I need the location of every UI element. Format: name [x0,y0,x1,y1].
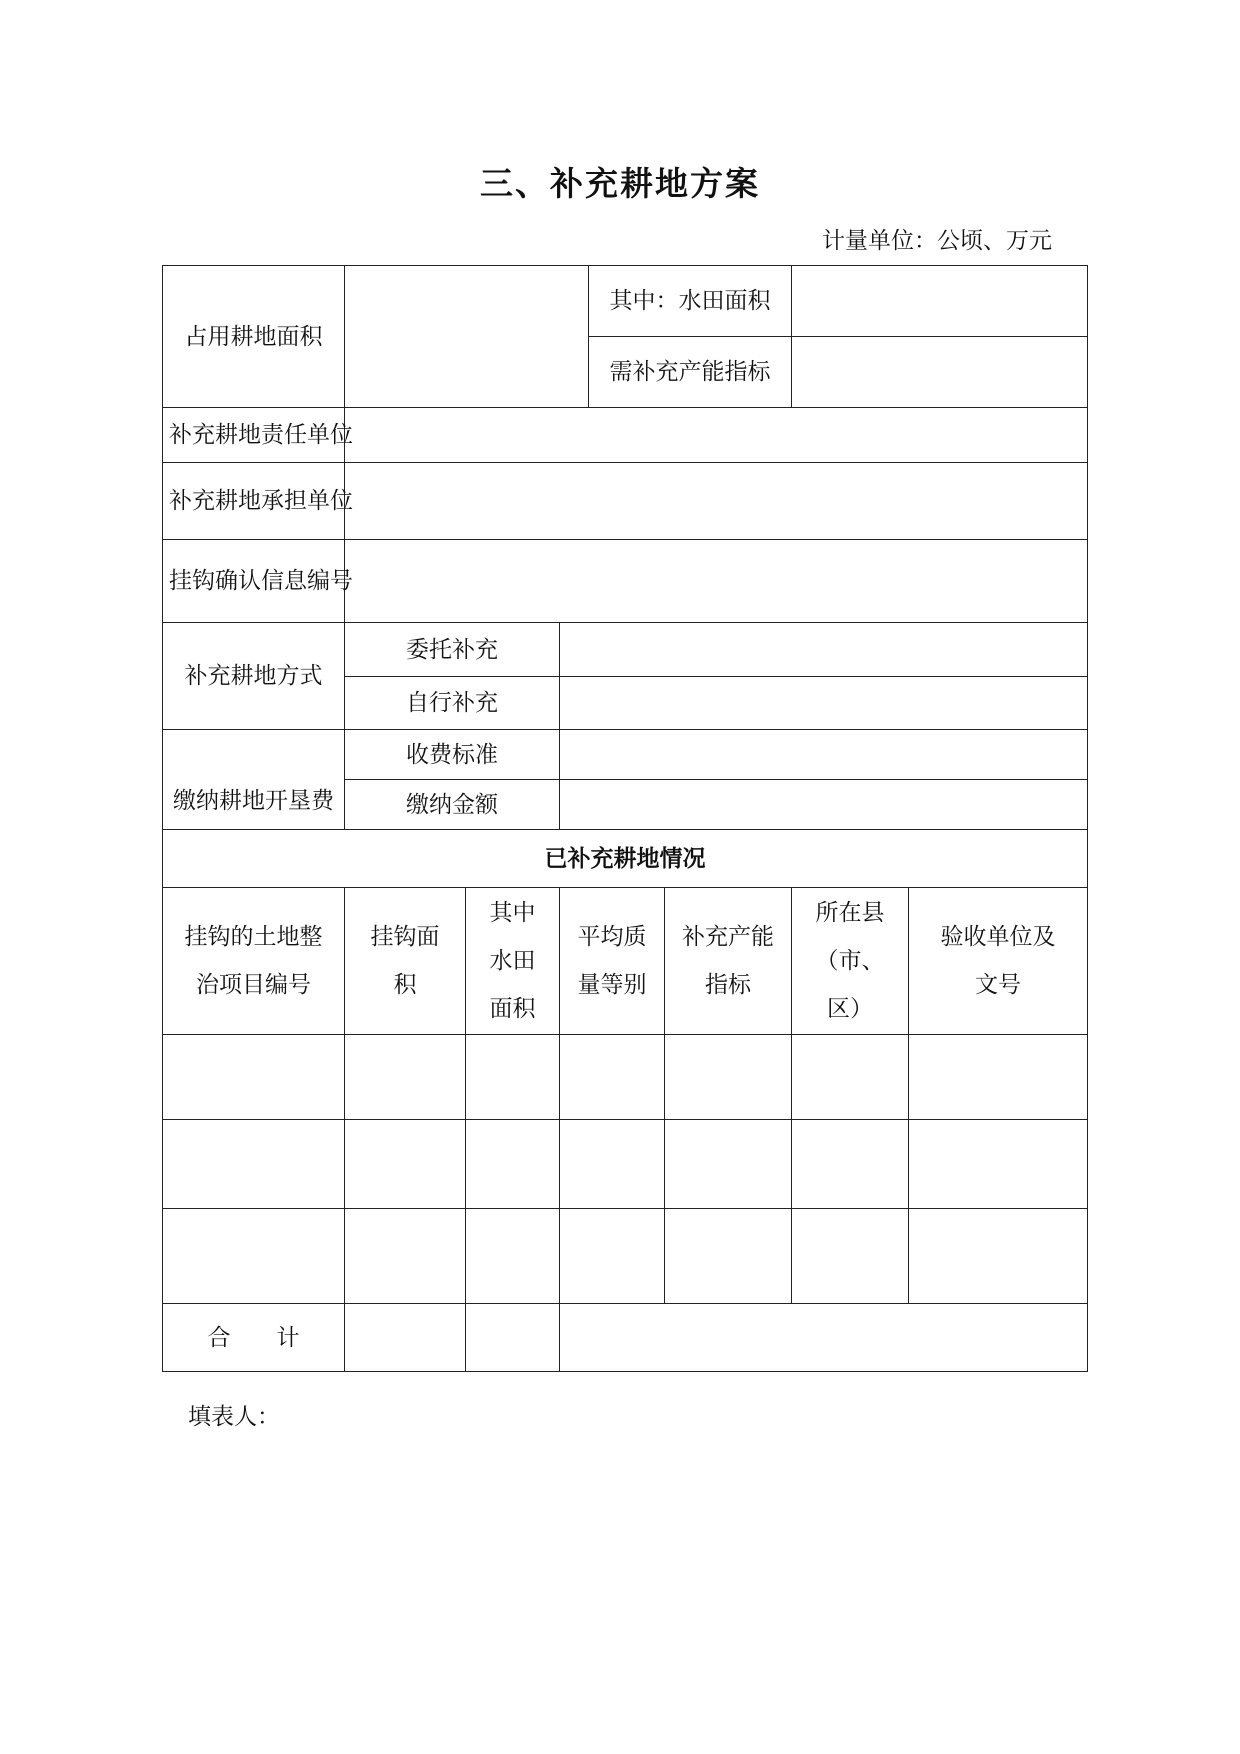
total-link-area[interactable] [345,1304,466,1372]
header-line: 补充产能 [682,924,774,950]
header-line: 治项目编号 [196,972,311,998]
header-line: 文号 [975,972,1021,998]
fee-amount-value[interactable] [560,780,1088,830]
table-cell[interactable] [909,1209,1088,1304]
capacity-needed-value[interactable] [792,337,1088,408]
table-cell[interactable] [345,1209,466,1304]
label-reclamation-fee: 缴纳耕地开垦费 [163,730,345,830]
header-line: 区） [827,996,873,1022]
header-line: 验收单位及 [940,924,1056,950]
table-cell[interactable] [792,1035,909,1120]
label-paddy-area: 其中：水田面积 [589,266,792,337]
label-occupied-area: 占用耕地面积 [163,266,345,408]
header-line: 其中 [489,900,536,926]
page-title: 三、补充耕地方案 [480,164,760,203]
table-cell[interactable] [665,1035,792,1120]
header-line: 挂钩的土地整 [184,924,323,950]
table-cell[interactable] [665,1209,792,1304]
occupied-area-value[interactable] [345,266,589,408]
table-cell[interactable] [163,1035,345,1120]
header-line: 挂钩面 [370,924,440,950]
filler-label: 填表人： [188,1404,280,1430]
label-fee-standard: 收费标准 [345,730,560,780]
table-cell[interactable] [560,1209,665,1304]
header-line: 平均质 [577,924,647,950]
table-cell[interactable] [909,1035,1088,1120]
undertaking-unit-value[interactable] [345,463,1088,540]
label-method-self: 自行补充 [345,677,560,730]
table-cell[interactable] [466,1035,560,1120]
header-link-area [345,888,466,1035]
total-paddy-area[interactable] [466,1304,560,1372]
table-cell[interactable] [560,1120,665,1209]
label-undertaking-unit: 补充耕地承担单位 [163,463,345,540]
table-cell[interactable] [163,1120,345,1209]
table-row [163,1120,1088,1209]
table-row [163,1209,1088,1304]
table-cell[interactable] [345,1035,466,1120]
header-line: 所在县 [815,900,885,926]
header-line: （市、 [815,948,885,974]
header-capacity [665,888,792,1035]
label-total: 合 计 [163,1304,345,1372]
label-fee-amount: 缴纳金额 [345,780,560,830]
section-supplemented: 已补充耕地情况 [163,830,1088,888]
table-cell[interactable] [792,1120,909,1209]
method-entrusted-value[interactable] [560,623,1088,677]
table-cell[interactable] [345,1120,466,1209]
header-paddy-area [466,888,560,1035]
table-cell[interactable] [665,1120,792,1209]
unit-note: 计量单位：公顷、万元 [822,228,1052,254]
header-quality-grade [560,888,665,1035]
header-county [792,888,909,1035]
label-method-entrusted: 委托补充 [345,623,560,677]
header-project-no [163,888,345,1035]
header-line: 面积 [489,996,536,1022]
table-row [163,1035,1088,1120]
table-cell[interactable] [466,1120,560,1209]
label-capacity-needed: 需补充产能指标 [589,337,792,408]
table-cell[interactable] [792,1209,909,1304]
header-line: 量等别 [577,972,647,998]
supplement-plan-table [162,265,1088,1372]
header-line: 积 [393,972,417,998]
total-remainder[interactable] [560,1304,1088,1372]
table-cell[interactable] [163,1209,345,1304]
fee-standard-value[interactable] [560,730,1088,780]
header-acceptance [909,888,1088,1035]
table-cell[interactable] [466,1209,560,1304]
label-link-confirm-no: 挂钩确认信息编号 [163,540,345,623]
table-cell[interactable] [909,1120,1088,1209]
header-line: 指标 [705,972,751,998]
table-cell[interactable] [560,1035,665,1120]
method-self-value[interactable] [560,677,1088,730]
responsible-unit-value[interactable] [345,408,1088,463]
link-confirm-no-value[interactable] [345,540,1088,623]
paddy-area-value[interactable] [792,266,1088,337]
header-line: 水田 [489,948,536,974]
label-responsible-unit: 补充耕地责任单位 [163,408,345,463]
label-method: 补充耕地方式 [163,623,345,730]
